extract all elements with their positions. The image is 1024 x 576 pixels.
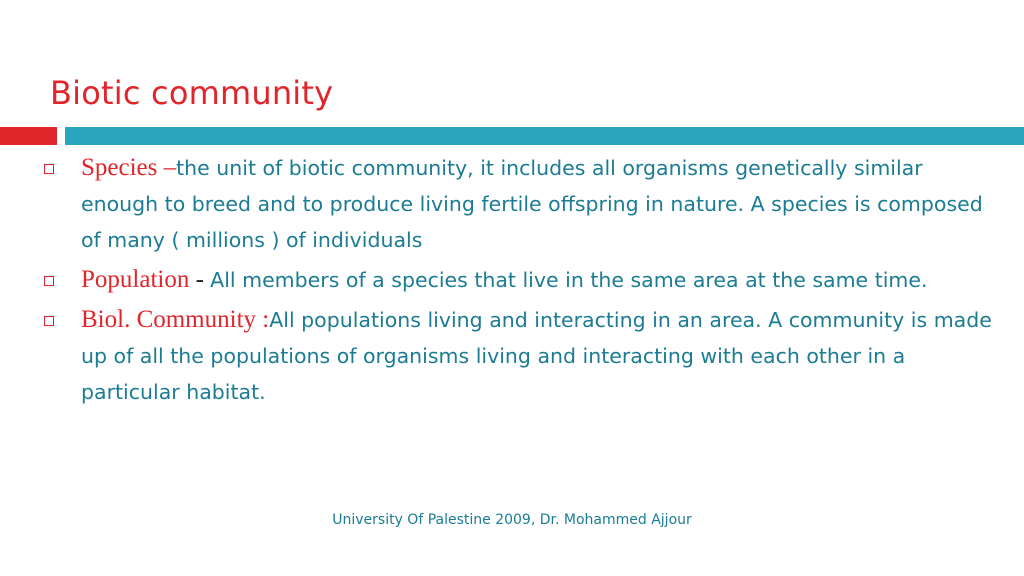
bullet-term: Population xyxy=(81,266,196,293)
bullet-text: All members of a species that live in the same area at the same time. xyxy=(210,268,928,292)
accent-bar-teal xyxy=(65,127,1024,145)
bullet-text: All populations living and interacting in an area. A community is made up of all the populations of organisms living and interacting with each other in a particular habitat. xyxy=(81,308,992,404)
bullet-species xyxy=(44,150,1004,258)
bullet-population xyxy=(44,262,1004,298)
bullet-term: Species xyxy=(81,154,164,181)
hollow-square-icon xyxy=(44,316,54,326)
hollow-square-icon xyxy=(44,276,54,286)
accent-bar-red xyxy=(0,127,57,145)
bullet-term: Biol. Community : xyxy=(81,306,270,333)
bullet-separator: – xyxy=(163,154,177,181)
bullet-list xyxy=(44,150,1004,414)
bullet-separator: - xyxy=(195,266,211,293)
hollow-square-icon xyxy=(44,164,54,174)
bullet-community xyxy=(44,302,1004,410)
slide-footer: University Of Palestine 2009, Dr. Mohammed Ajjour xyxy=(332,512,692,528)
slide-title: Biotic community xyxy=(50,74,334,112)
bullet-text: the unit of biotic community, it includes all organisms genetically similar enough to breed and to produce living fertile offspring in nature. A species is composed of many ( millions ) of individuals xyxy=(81,156,983,252)
